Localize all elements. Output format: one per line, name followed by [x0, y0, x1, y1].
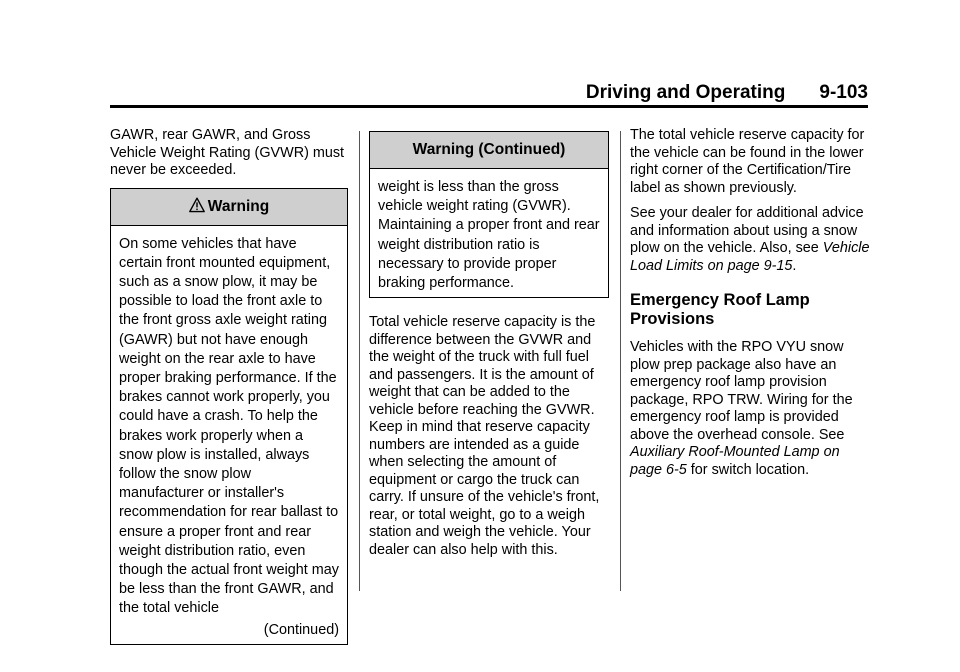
continued-label: (Continued): [263, 621, 339, 638]
roof-lamp-text: Vehicles with the RPO VYU snow plow prep package also have an emergency roof lamp provision package, RPO TRW. Wiring for the emergency roof lamp is provided above the overhead console. See: [630, 339, 853, 443]
warning-triangle-icon: [189, 191, 205, 227]
warning-body: [111, 226, 347, 644]
auxiliary-lamp-link[interactable]: Auxiliary Roof-Mounted Lamp on page 6-5: [630, 444, 840, 478]
dealer-advice-paragraph: [630, 205, 870, 275]
warning-continued-header: Warning (Continued): [370, 132, 608, 169]
section-heading: Emergency Roof Lamp Provisions: [630, 291, 810, 328]
warning-box: [110, 188, 348, 645]
dealer-advice-text: See your dealer for additional advice and information about using a snow plow on the vehicle. Also, see: [630, 205, 864, 256]
column-2: [369, 131, 609, 567]
warning-continued-text: weight is less than the gross vehicle weight rating (GVWR). Maintaining a proper front and rear weight distribution ratio is necessary to provide proper braking performance.: [378, 179, 600, 292]
dealer-advice-end: .: [792, 257, 797, 274]
section-title: Driving and Operating: [585, 82, 786, 103]
page-number: 9-103: [819, 82, 868, 103]
column-divider-2: [620, 131, 621, 591]
reserve-capacity-paragraph: Total vehicle reserve capacity is the difference between the GVWR and the weight of the truck with full fuel and passengers. It is the amount of weight that can be added to the vehicle before reaching the GVWR. Keep in mind that reserve capacity numbers are intended as a guide when selecting the amount of equipment or cargo the truck can carry. If unsure of the vehicle's front, rear, or total weight, go to a weigh station and weigh the vehicle. Your dealer can also help with this.: [369, 314, 600, 558]
column-1: [110, 127, 348, 645]
warning-continued-box: [369, 131, 609, 298]
reserve-location-paragraph: The total vehicle reserve capacity for the vehicle can be found in the lower right corner of the Certification/Tire label as shown previously.: [630, 127, 865, 196]
header-rule: [110, 105, 868, 108]
warning-text: On some vehicles that have certain front mounted equipment, such as a snow plow, it may be possible to load the front axle to the front gross axle weight rating (GAWR) but not have enough weight on the rear axle to have proper braking performance. If the brakes cannot work properly, you could have a crash. To help the brakes work properly when a snow plow is installed, always follow the snow plow manufacturer or installer's recommendation for rear ballast to ensure a proper front and rear weight distribution ratio, even though the actual front weight may be less than the front GAWR, and the total vehicle: [119, 235, 339, 617]
column-3: [630, 127, 870, 487]
roof-lamp-end: for switch location.: [686, 461, 810, 478]
intro-paragraph: GAWR, rear GAWR, and Gross Vehicle Weight Rating (GVWR) must never be exceeded.: [110, 127, 345, 178]
column-divider-1: [359, 131, 360, 591]
warning-continued-body: [370, 169, 608, 297]
page-header: [110, 80, 868, 106]
vehicle-load-limits-link[interactable]: Vehicle Load Limits on page 9-15: [630, 240, 870, 274]
warning-header: [111, 189, 347, 226]
warning-title: Warning: [207, 197, 270, 215]
roof-lamp-paragraph: [630, 339, 870, 479]
